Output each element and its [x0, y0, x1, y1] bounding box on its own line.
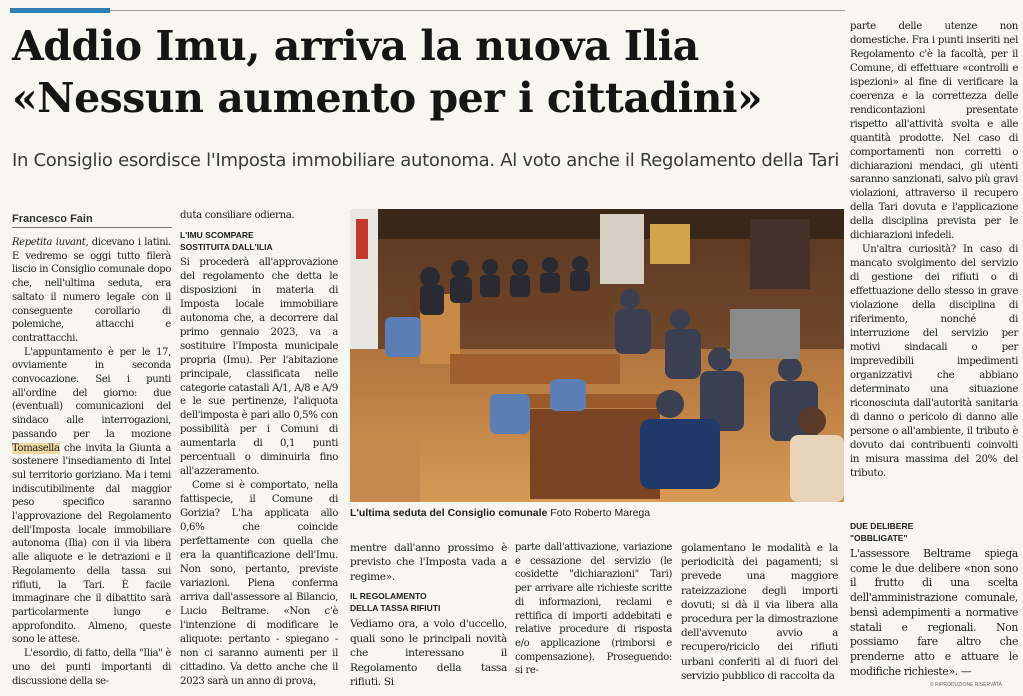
paragraph: Vediamo ora, a volo d'uccello, quali sono le principali novità che interessano il Regolamento della tassa rifiuti. Si — [350, 618, 507, 689]
article-column-4 — [515, 541, 672, 678]
paragraph: Un'altra curiosità? In caso di mancato svolgimento del servizio di gestione dei rifiuti o di effettuazione dello stesso in grave violazione della disciplina di riferimento, nonché di interruzione del servizio per motivi sindacali o per imprevedibili impedimenti organizzativi che abbiano determinato una situazione riconosciuta dall'autorità sanitaria di danno o pericolo di danno alle persone o all'ambiente, il tributo è dovuto dai contribuenti coinvolti in misura massima del 20% del tributo. — [850, 244, 1018, 479]
paragraph: parte dall'attivazione, variazione e cessazione del servizio (le cosidette "dichiarazioni" Tari) per arrivare alle richieste scritte di informazioni, reclami e rettifica di importi addebitati e relative procedure di risposta e/o applicazione (rimborsi e compensazione). Proseguendo: si re- — [515, 542, 672, 677]
paragraph: L'assessore Beltrame spiega come le due delibere «non sono il frutto di una scelta dell'amministrazione comunale, bensì adempimenti a normative statali e regionali. Non possiamo fare altro che prenderne atto e attuare le modifiche richieste». — — [850, 547, 1018, 678]
article-column-5 — [681, 541, 838, 683]
headline-line-1: Addio Imu, arriva la nuova Ilia — [12, 22, 699, 70]
paragraph: mentre dall'anno prossimo è previsto che l'Imposta vada a regime». — [350, 542, 507, 583]
council-meeting-photo — [350, 209, 844, 502]
paragraph: Si procederà all'approvazione del regolamento che detta le disposizioni in materia di Imposta locale immobiliare autonoma che, a decorrere dal primo gennaio 2023, va a sostituire l'Imposta municipale propria (Imu). Per l'abitazione principale, classificata nelle categorie catastali A/1, A/8 e A/9 e le sue pertinenze, l'aliquota dell'imposta è pari allo 0,5% con possibilità per i Comuni di aumentarla di 0,1 punti percentuali o diminuirla fino all'azzeramento. — [180, 256, 338, 478]
highlighted-name: Tomasella — [12, 442, 60, 454]
article-column-6 — [850, 20, 1018, 480]
headline-line-2: «Nessun aumento per i cittadini» — [12, 74, 763, 122]
photo-credit: Foto Roberto Marega — [550, 507, 651, 519]
top-rule — [110, 10, 845, 11]
caption-text: L'ultima seduta del Consiglio comunale — [350, 507, 548, 519]
section-heading: IL REGOLAMENTO DELLA TASSA RIFIUTI — [350, 591, 441, 614]
paragraph: Repetita iuvant, dicevano i latini. E vedremo se oggi tutto filerà liscio in Consiglio comunale dopo che, nell'ultima seduta, era saltato il numero legale con il conseguente corollario di polemiche, attacchi e contrattacchi. — [12, 237, 171, 344]
photo-caption — [350, 507, 844, 519]
article-column-6-bottom — [850, 520, 1018, 679]
article-column-2 — [180, 209, 338, 689]
article-column-1 — [12, 236, 171, 688]
paragraph: Come si è comportato, nella fattispecie, il Comune di Gorizia? L'ha applicata allo 0,6% che coincide perfettamente con quella che era la quantificazione dell'Imu. Non sono, pertanto, previste variazioni. Piena conferma arriva dall'assessore al Bilancio, Lucio Beltrame. «Non c'è l'intenzione di modificare le aliquote: pertanto - spiegano - non ci saranno aumenti per il cittadino. Va detto anche che il 2023 sarà un anno di prova, — [180, 480, 338, 687]
article-column-3 — [350, 541, 507, 690]
paragraph: golamentano le modalità e la periodicità dei pagamenti; si prevede una maggiore rateizzazione degli importi dovuti; si dà il via libera alla procedura per la dimostrazione dell'avvenuto avvio a recupero/riciclo dei rifiuti urbani conferiti al di fuori del servizio pubblico di raccolta da — [681, 542, 838, 682]
lead-italic: Repetita iuvant, — [12, 237, 89, 248]
paragraph: parte delle utenze non domestiche. Fra i punti inseriti nel Regolamento c'è la facoltà, per il Comune, di effettuare «controlli e ispezioni» al fine di verificare la coerenza e la correttezza delle rendicontazioni presentate rispetto all'attività svolta e alle quantità prodotte. Nel caso di comportamenti non corretti o dichiarazioni mendaci, gli utenti saranno sanzionati, salvo più gravi violazioni, attraverso il recupero della Tari dovuta e l'applicazione della disciplina prevista per le dichiarazioni infedeli. — [850, 21, 1018, 242]
paragraph: L'appuntamento è per le 17, ovviamente in seconda convocazione. Sei i punti all'ordine del giorno: due (eventuali) comunicazioni del sindaco alle interrogazioni, passando per la mozione Tomasella che invita la Giunta a sostenere l'insediamento di Intel sul territorio goriziano. Ma i temi indiscutibilmente dal maggior peso specifico saranno l'approvazione del Regolamento dell'Imposta locale immobiliare autonoma (Ilia) con il via libera alle aliquote e le detrazioni e il Regolamento della tassa sui rifiuti, la Tari. È facile immaginare che il dibattito sarà particolarmente lungo e approfondito. Almeno, queste sono le attese. — [12, 346, 171, 646]
subheadline: In Consiglio esordisce l'Imposta immobiliare autonoma. Al voto anche il Regolamento della Tari — [12, 150, 840, 171]
paragraph: L'esordio, di fatto, della "Ilia" è uno dei punti importanti di discussione della se- — [12, 648, 171, 687]
section-accent-bar — [10, 8, 110, 13]
section-heading: DUE DELIBERE "OBBLIGATE" — [850, 521, 914, 543]
section-heading: L'IMU SCOMPARE SOSTITUITA DALL'ILIA — [180, 229, 273, 252]
author-byline: Francesco Fain — [12, 213, 172, 228]
copyright-notice: © RIPRODUZIONE RISERVATA — [930, 682, 1002, 688]
paragraph: duta consiliare odierna. — [180, 210, 295, 221]
